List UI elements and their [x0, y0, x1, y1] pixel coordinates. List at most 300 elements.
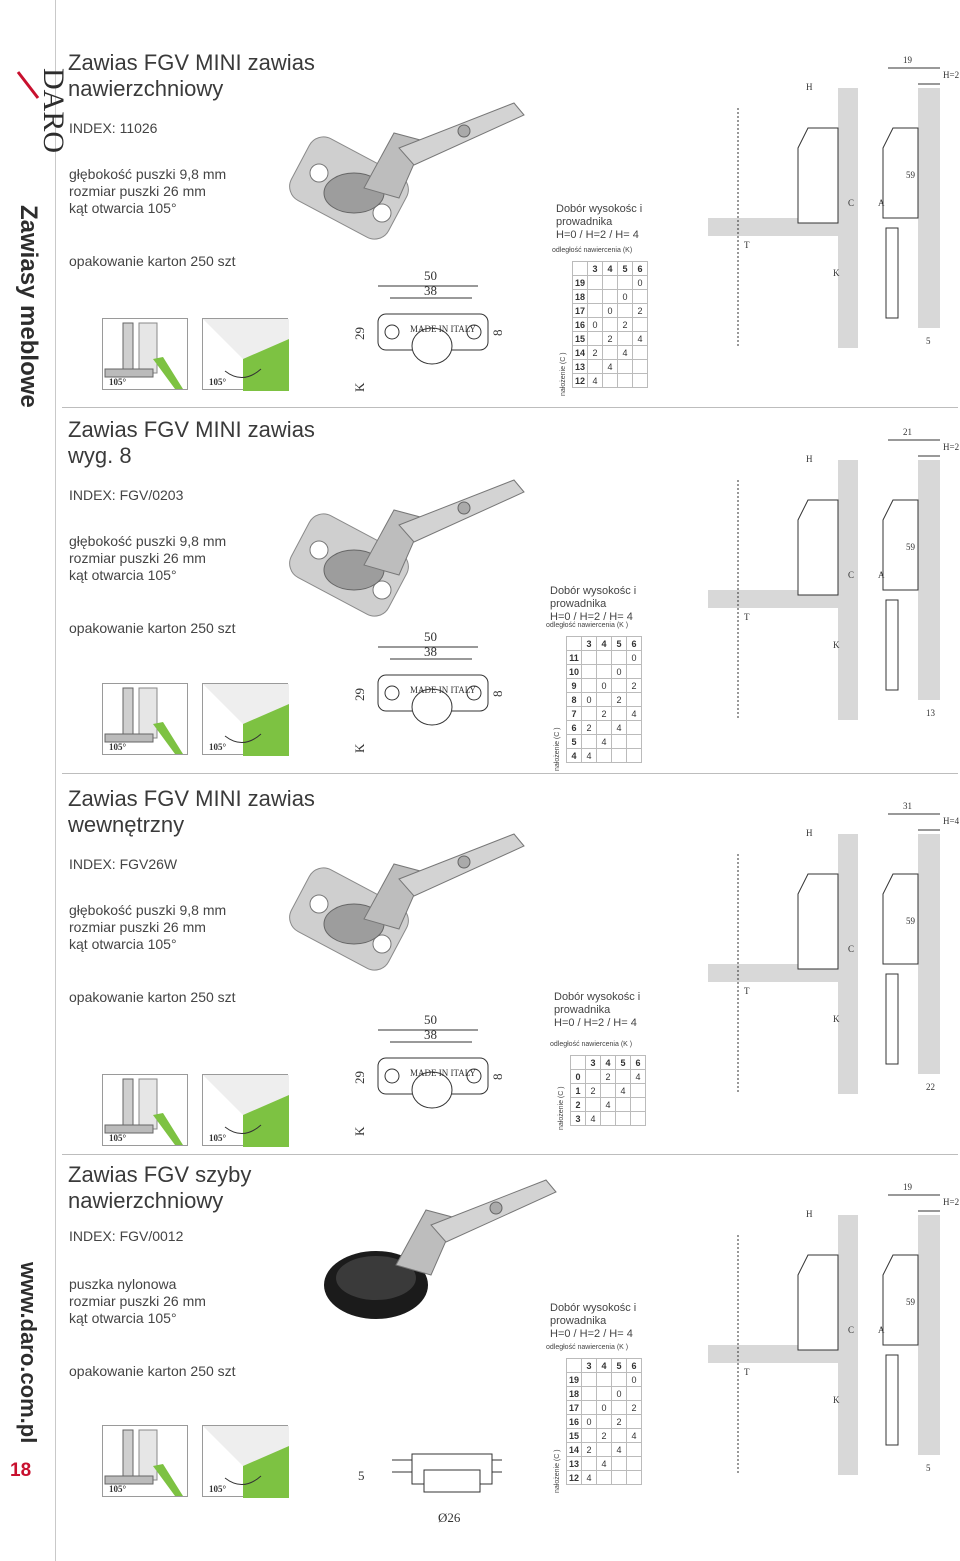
- dim-8: 8: [490, 690, 505, 697]
- table-col-head: 4: [601, 1056, 616, 1070]
- table-cell: 2: [586, 1084, 601, 1098]
- table-cell: [633, 290, 648, 304]
- table-col-head: 6: [627, 1359, 642, 1373]
- spec-line: puszka nylonowa: [69, 1276, 177, 1292]
- table-cell: [597, 721, 612, 735]
- drawing-label-d59: 59: [906, 916, 915, 926]
- table-cell: [627, 721, 642, 735]
- selection-heights: H=0 / H=2 / H= 4: [554, 1017, 637, 1029]
- table-cell: [618, 276, 633, 290]
- drawing-label-bottom: 5: [926, 1463, 931, 1473]
- dim-26: Ø26: [438, 1510, 461, 1525]
- table-cell: [612, 1471, 627, 1485]
- drawing-label-h: H: [806, 828, 813, 838]
- table-header-row: [567, 637, 642, 651]
- hinge-closed-outline: [798, 1255, 838, 1350]
- table-cell: [582, 665, 597, 679]
- dim-d38: 38: [424, 283, 437, 298]
- thumb-angle: [202, 1074, 288, 1146]
- dim-d50: 50: [424, 1012, 437, 1027]
- spec-line: głębokość puszki 9,8 mm: [69, 533, 227, 549]
- table-cell: [588, 332, 603, 346]
- technical-drawing: [678, 420, 958, 775]
- table-cell: [582, 651, 597, 665]
- table-cell: 0: [627, 1373, 642, 1387]
- table-row-head: 3: [571, 1112, 586, 1126]
- table-cell: [582, 735, 597, 749]
- table-cell: [586, 1098, 601, 1112]
- table-cell: [627, 1415, 642, 1429]
- drawing-label-right: H=2: [943, 70, 960, 80]
- table-row: [567, 749, 642, 763]
- table-row-head: 12: [567, 1471, 582, 1485]
- drawing-label-k: K: [833, 268, 840, 278]
- table-cell: 2: [603, 332, 618, 346]
- table-cell: [588, 276, 603, 290]
- selection-heading: [550, 585, 680, 624]
- table-cell: [603, 346, 618, 360]
- plate-made-label: MADE IN ITALY: [410, 685, 476, 695]
- table-cell: 4: [597, 1457, 612, 1471]
- table-cell: [612, 679, 627, 693]
- dim-29: 29: [352, 688, 367, 701]
- drawing-label-h: H: [806, 1209, 813, 1219]
- angle-label: 105°: [109, 1133, 127, 1143]
- table-cell: [627, 749, 642, 763]
- drawing-label-t: T: [744, 1367, 750, 1377]
- table-row: [567, 1401, 642, 1415]
- page-number: 18: [10, 1460, 32, 1481]
- table-cell: 4: [631, 1070, 646, 1084]
- table-cell: [618, 304, 633, 318]
- table-cell: [627, 693, 642, 707]
- table-corner: [567, 1359, 582, 1373]
- table-cell: 4: [618, 346, 633, 360]
- table-cell: 2: [633, 304, 648, 318]
- dim-8: 8: [490, 1073, 505, 1080]
- table-row: [571, 1070, 646, 1084]
- selection-title: Dobór wysokośc i prowadnika: [550, 1302, 637, 1327]
- table-cell: [633, 346, 648, 360]
- table-row-head: 16: [573, 318, 588, 332]
- thumb-hinge: [102, 318, 188, 390]
- table-row-head: 7: [567, 707, 582, 721]
- table-cell: [588, 290, 603, 304]
- drawing-label-k: K: [833, 1395, 840, 1405]
- table-row-head: 19: [567, 1373, 582, 1387]
- table-row: [571, 1084, 646, 1098]
- selection-title: Dobór wysokośc i prowadnika: [550, 585, 637, 610]
- table-cell: [612, 1373, 627, 1387]
- table-row-head: 5: [567, 735, 582, 749]
- table-row-head: 13: [573, 360, 588, 374]
- product-title: Zawias FGV MINI zawias wyg. 8: [68, 417, 315, 468]
- drawing-label-c: C: [848, 1325, 855, 1335]
- selection-table: [572, 261, 648, 388]
- table-cell: 2: [612, 1415, 627, 1429]
- table-cell: [582, 1429, 597, 1443]
- thumb-angle: [202, 683, 288, 755]
- table-cell: [618, 332, 633, 346]
- table-col-head: 5: [612, 1359, 627, 1373]
- table-row: [573, 304, 648, 318]
- table-cell: [582, 707, 597, 721]
- angle-label: 105°: [109, 377, 127, 387]
- overlay-label: nałożenie (C ): [558, 1086, 565, 1130]
- table-row-head: 8: [567, 693, 582, 707]
- table-cell: 4: [582, 749, 597, 763]
- drawing-label-k: K: [833, 1014, 840, 1024]
- table-cell: [631, 1098, 646, 1112]
- selection-table: [566, 1358, 642, 1485]
- spec-list: [69, 166, 226, 217]
- table-cell: [612, 749, 627, 763]
- table-row-head: 1: [571, 1084, 586, 1098]
- drawing-label-a: A: [878, 1325, 885, 1335]
- table-cell: [631, 1112, 646, 1126]
- drilling-distance-label: odległość nawiercenia (K ): [550, 1041, 633, 1048]
- table-row-head: 16: [567, 1415, 582, 1429]
- side-panel: [918, 1215, 940, 1455]
- product-title: Zawias FGV MINI zawias nawierzchniowy: [68, 50, 315, 101]
- table-row-head: 19: [573, 276, 588, 290]
- table-row-head: 6: [567, 721, 582, 735]
- table-cell: 4: [633, 332, 648, 346]
- table-cell: [612, 651, 627, 665]
- drawing-label-c: C: [848, 198, 855, 208]
- selection-table: [566, 636, 642, 763]
- plate-made-label: MADE IN ITALY: [410, 1068, 476, 1078]
- table-row: [567, 1373, 642, 1387]
- table-row-head: 17: [573, 304, 588, 318]
- product-index: INDEX: FGV/0012: [69, 1228, 184, 1244]
- spec-line: rozmiar puszki 26 mm: [69, 919, 206, 935]
- table-row-head: 15: [567, 1429, 582, 1443]
- table-cell: 0: [603, 304, 618, 318]
- table-cell: [582, 1457, 597, 1471]
- table-row-head: 17: [567, 1401, 582, 1415]
- dim-d50: 50: [424, 268, 437, 283]
- table-cell: [601, 1112, 616, 1126]
- table-cell: [582, 1373, 597, 1387]
- table-row-head: 14: [567, 1443, 582, 1457]
- table-cell: [597, 693, 612, 707]
- product-section: [56, 784, 960, 1154]
- table-col-head: 6: [631, 1056, 646, 1070]
- drawing-label-bottom: 13: [926, 708, 935, 718]
- drilling-distance-label: odległość nawiercenia (K ): [546, 1344, 629, 1351]
- thumb-hinge: [102, 683, 188, 755]
- table-cell: 0: [582, 1415, 597, 1429]
- drawing-label-bottom: 22: [926, 1082, 935, 1092]
- table-row: [573, 346, 648, 360]
- table-cell: 4: [612, 1443, 627, 1457]
- hinge-photo: [274, 93, 534, 288]
- table-corner: [571, 1056, 586, 1070]
- table-row-head: 2: [571, 1098, 586, 1112]
- dim-K: K: [352, 1126, 367, 1136]
- table-row: [571, 1112, 646, 1126]
- hinge-closed-outline: [798, 128, 838, 223]
- packaging-note: opakowanie karton 250 szt: [69, 253, 236, 269]
- table-row-head: 0: [571, 1070, 586, 1084]
- table-cell: 0: [627, 651, 642, 665]
- table-row: [567, 1387, 642, 1401]
- table-cell: 2: [582, 721, 597, 735]
- table-cell: [616, 1098, 631, 1112]
- hinge-closed-outline: [798, 500, 838, 595]
- table-cell: 0: [612, 1387, 627, 1401]
- table-row: [567, 1415, 642, 1429]
- table-cell: 4: [588, 374, 603, 388]
- table-cell: [603, 290, 618, 304]
- table-row-head: 15: [573, 332, 588, 346]
- spec-line: rozmiar puszki 26 mm: [69, 550, 206, 566]
- table-cell: [612, 1457, 627, 1471]
- table-cell: 4: [601, 1098, 616, 1112]
- table-cell: [616, 1070, 631, 1084]
- table-cell: [627, 1457, 642, 1471]
- table-cell: [627, 735, 642, 749]
- table-cell: 2: [627, 679, 642, 693]
- table-cell: 2: [627, 1401, 642, 1415]
- table-cell: [597, 749, 612, 763]
- table-cell: [597, 651, 612, 665]
- table-row: [567, 665, 642, 679]
- table-cell: [603, 318, 618, 332]
- table-row: [573, 332, 648, 346]
- angle-label: 105°: [209, 742, 227, 752]
- drawing-label-bottom: 5: [926, 336, 931, 346]
- selection-table: [570, 1055, 646, 1126]
- technical-drawing: [678, 1175, 958, 1530]
- table-cell: [631, 1084, 646, 1098]
- dim-d38: 38: [424, 1027, 437, 1042]
- spec-line: rozmiar puszki 26 mm: [69, 183, 206, 199]
- side-panel: [918, 460, 940, 700]
- drawing-label-k: K: [833, 640, 840, 650]
- spec-line: głębokość puszki 9,8 mm: [69, 902, 227, 918]
- selection-heights: H=0 / H=2 / H= 4: [556, 229, 639, 241]
- table-cell: [603, 276, 618, 290]
- dim-8: 8: [490, 329, 505, 336]
- drawing-label-right: H=4: [943, 816, 960, 826]
- table-cell: 0: [612, 665, 627, 679]
- drawing-label-c: C: [848, 944, 855, 954]
- table-cell: 4: [616, 1084, 631, 1098]
- spec-line: kąt otwarcia 105°: [69, 1310, 177, 1326]
- selection-title: Dobór wysokośc i prowadnika: [554, 991, 641, 1016]
- selection-title: Dobór wysokośc i prowadnika: [556, 203, 643, 228]
- drawing-label-a: A: [878, 198, 885, 208]
- table-cell: [618, 374, 633, 388]
- table-row-head: 18: [573, 290, 588, 304]
- angle-label: 105°: [209, 1133, 227, 1143]
- svg-text:DARO: DARO: [37, 68, 70, 154]
- table-cell: [597, 1387, 612, 1401]
- table-header-row: [571, 1056, 646, 1070]
- spec-list: [69, 533, 226, 584]
- table-cell: [633, 360, 648, 374]
- spec-list: [69, 902, 226, 953]
- drawing-label-h: H: [806, 454, 813, 464]
- table-header-row: [573, 262, 648, 276]
- table-corner: [573, 262, 588, 276]
- table-row-head: 11: [567, 651, 582, 665]
- angle-label: 105°: [109, 742, 127, 752]
- dim-d50: 50: [424, 629, 437, 644]
- thumb-hinge: [102, 1074, 188, 1146]
- table-row: [567, 693, 642, 707]
- product-index: INDEX: 11026: [69, 120, 158, 136]
- table-row-head: 18: [567, 1387, 582, 1401]
- drawing-label-d59: 59: [906, 1297, 915, 1307]
- plate-drawing: [352, 1012, 512, 1152]
- table-col-head: 3: [588, 262, 603, 276]
- table-cell: [586, 1070, 601, 1084]
- table-cell: 4: [603, 360, 618, 374]
- table-cell: [588, 360, 603, 374]
- table-cell: [603, 374, 618, 388]
- plate-drawing: [352, 1400, 512, 1540]
- drilling-distance-label: odległość nawiercenia (K ): [546, 622, 629, 629]
- table-row: [567, 1429, 642, 1443]
- table-cell: [627, 1443, 642, 1457]
- thumb-hinge: [102, 1425, 188, 1497]
- table-cell: [597, 1471, 612, 1485]
- product-title: Zawias FGV MINI zawias wewnętrzny: [68, 786, 315, 837]
- technical-drawing: [678, 48, 958, 403]
- hinge-photo: [306, 1170, 566, 1365]
- daro-logo: [4, 38, 70, 154]
- drawing-label-c: C: [848, 570, 855, 580]
- table-cell: 0: [633, 276, 648, 290]
- table-cell: 4: [582, 1471, 597, 1485]
- table-cell: 2: [601, 1070, 616, 1084]
- table-col-head: 5: [618, 262, 633, 276]
- table-cell: [612, 735, 627, 749]
- table-cell: 2: [597, 1429, 612, 1443]
- packaging-note: opakowanie karton 250 szt: [69, 1363, 236, 1379]
- plate-made-label: MADE IN ITALY: [410, 324, 476, 334]
- table-cell: [612, 1401, 627, 1415]
- drawing-label-t: T: [744, 612, 750, 622]
- table-cell: 2: [588, 346, 603, 360]
- table-row: [573, 276, 648, 290]
- table-row-head: 10: [567, 665, 582, 679]
- drawing-label-right: H=2: [943, 442, 960, 452]
- table-row: [573, 318, 648, 332]
- table-cell: 4: [612, 721, 627, 735]
- packaging-note: opakowanie karton 250 szt: [69, 989, 236, 1005]
- spec-line: kąt otwarcia 105°: [69, 567, 177, 583]
- overlay-label: nałożenie (C ): [554, 727, 561, 771]
- table-col-head: 6: [627, 637, 642, 651]
- dim-29: 29: [352, 327, 367, 340]
- angle-label: 105°: [209, 377, 227, 387]
- table-cell: [582, 1387, 597, 1401]
- table-row: [567, 707, 642, 721]
- spec-line: głębokość puszki 9,8 mm: [69, 166, 227, 182]
- selection-heights: H=0 / H=2 / H= 4: [550, 611, 633, 623]
- selection-heading: [556, 203, 686, 242]
- product-title: Zawias FGV szyby nawierzchniowy: [68, 1162, 252, 1213]
- table-cell: 4: [597, 735, 612, 749]
- table-row-head: 12: [573, 374, 588, 388]
- table-row: [567, 735, 642, 749]
- table-row: [571, 1098, 646, 1112]
- side-url[interactable]: www.daro.com.pl: [16, 1262, 41, 1444]
- drawing-label-top: 21: [903, 427, 912, 437]
- section-divider: [62, 1154, 958, 1155]
- table-header-row: [567, 1359, 642, 1373]
- plate-drawing: [352, 629, 512, 769]
- product-section: [56, 415, 960, 773]
- product-index: INDEX: FGV26W: [69, 856, 178, 872]
- overlay-label: nałożenie (C ): [554, 1449, 561, 1493]
- angle-label: 105°: [109, 1484, 127, 1494]
- table-cell: [618, 360, 633, 374]
- table-row: [567, 721, 642, 735]
- drawing-label-top: 31: [903, 801, 912, 811]
- drawing-label-t: T: [744, 240, 750, 250]
- thumb-angle: [202, 1425, 288, 1497]
- table-col-head: 4: [597, 1359, 612, 1373]
- drawing-label-d59: 59: [906, 170, 915, 180]
- product-section: [56, 48, 960, 408]
- table-corner: [567, 637, 582, 651]
- drawing-label-t: T: [744, 986, 750, 996]
- product-section: [56, 1160, 960, 1540]
- table-cell: [627, 1471, 642, 1485]
- product-index: INDEX: FGV/0203: [69, 487, 184, 503]
- table-cell: 2: [618, 318, 633, 332]
- selection-heights: H=0 / H=2 / H= 4: [550, 1328, 633, 1340]
- overlay-label: nałożenie (C ): [560, 352, 567, 396]
- table-row: [573, 290, 648, 304]
- table-col-head: 5: [612, 637, 627, 651]
- spec-line: kąt otwarcia 105°: [69, 936, 177, 952]
- table-row: [567, 1443, 642, 1457]
- table-cell: 0: [597, 679, 612, 693]
- table-row: [567, 1457, 642, 1471]
- table-cell: [612, 1429, 627, 1443]
- table-col-head: 6: [633, 262, 648, 276]
- side-panel: [918, 834, 940, 1074]
- table-col-head: 3: [582, 1359, 597, 1373]
- table-cell: [601, 1084, 616, 1098]
- table-cell: 2: [612, 693, 627, 707]
- dim-d38: 38: [424, 644, 437, 659]
- hinge-photo: [274, 824, 534, 1019]
- hinge-closed-outline: [798, 874, 838, 969]
- table-cell: [633, 374, 648, 388]
- dim-5: 5: [358, 1468, 365, 1483]
- table-row-head: 14: [573, 346, 588, 360]
- table-cell: [582, 679, 597, 693]
- table-cell: [588, 304, 603, 318]
- side-panel: [918, 88, 940, 328]
- table-col-head: 3: [582, 637, 597, 651]
- plate-drawing: [352, 268, 512, 408]
- angle-label: 105°: [209, 1484, 227, 1494]
- table-row: [567, 679, 642, 693]
- table-cell: 0: [582, 693, 597, 707]
- table-cell: [597, 1443, 612, 1457]
- table-col-head: 4: [603, 262, 618, 276]
- side-band: [0, 0, 70, 1561]
- drawing-label-top: 19: [903, 55, 912, 65]
